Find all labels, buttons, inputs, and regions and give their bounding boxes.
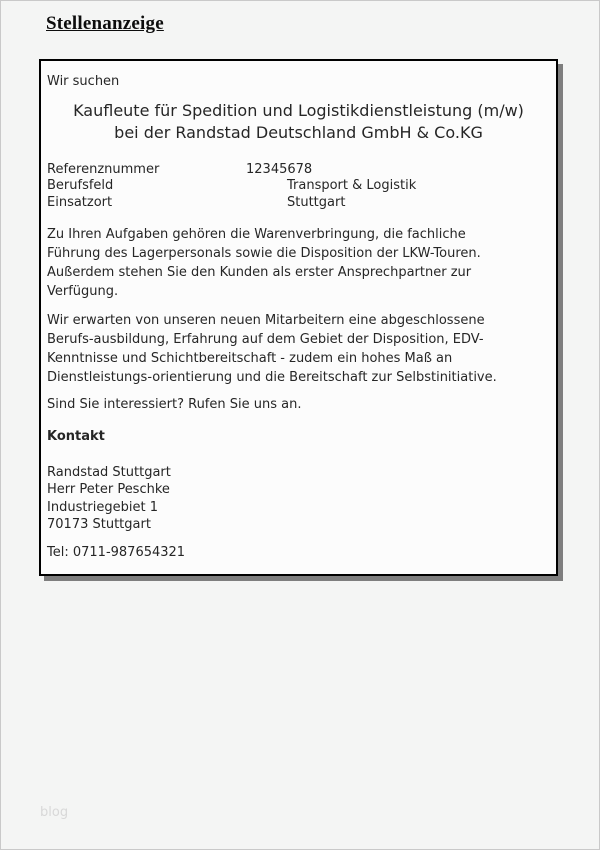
detail-label: Berufsfeld	[47, 178, 114, 194]
paragraph-line: Verfügung.	[47, 284, 119, 299]
paragraph-line: Wir erwarten von unseren neuen Mitarbeitern eine abgeschlossene	[47, 313, 485, 328]
requirements-paragraph	[47, 311, 550, 387]
intro-text: Wir suchen	[47, 74, 120, 89]
detail-label: Referenznummer	[47, 162, 160, 177]
paragraph-line: Berufs-ausbildung, Erfahrung auf dem Gebiet der Disposition, EDV-	[47, 332, 484, 347]
blog-watermark: blog	[40, 805, 69, 820]
tasks-paragraph	[47, 225, 550, 301]
detail-value: Transport & Logistik	[287, 178, 417, 194]
contact-address	[47, 464, 550, 533]
paragraph-line: Kenntnisse und Schichtbereitschaft - zudem ein hohes Maß an	[47, 351, 453, 366]
contact-heading: Kontakt	[47, 429, 105, 444]
paragraph-line: Zu Ihren Aufgaben gehören die Warenverbringung, die fachliche	[47, 227, 466, 242]
detail-value: 12345678	[246, 162, 313, 177]
detail-row-referenznummer	[47, 162, 550, 178]
job-heading-line1: Kaufleute für Spedition und Logistikdienstleistung (m/w)	[73, 101, 524, 120]
call-to-action-text: Sind Sie interessiert? Rufen Sie uns an.	[47, 397, 302, 412]
detail-row-berufsfeld	[47, 178, 550, 194]
contact-city: 70173 Stuttgart	[47, 516, 151, 532]
job-ad-box	[39, 59, 558, 576]
job-details	[47, 162, 550, 211]
job-heading-line2: bei der Randstad Deutschland GmbH & Co.KG	[114, 123, 483, 142]
paragraph-line: Führung des Lagerpersonals sowie die Disposition der LKW-Touren.	[47, 246, 481, 261]
contact-phone: Tel: 0711-987654321	[47, 545, 186, 560]
contact-street: Industriegebiet 1	[47, 499, 159, 515]
page-title: Stellenanzeige	[46, 13, 164, 34]
contact-company: Randstad Stuttgart	[47, 465, 171, 480]
contact-person: Herr Peter Peschke	[47, 482, 170, 498]
detail-value: Stuttgart	[287, 194, 346, 210]
job-heading	[47, 100, 550, 144]
paragraph-line: Außerdem stehen Sie den Kunden als erster Ansprechpartner zur	[47, 265, 472, 280]
paragraph-line: Dienstleistungs-orientierung und die Bereitschaft zur Selbstinitiative.	[47, 370, 497, 385]
detail-label: Einsatzort	[47, 194, 113, 210]
detail-row-einsatzort	[47, 195, 550, 211]
